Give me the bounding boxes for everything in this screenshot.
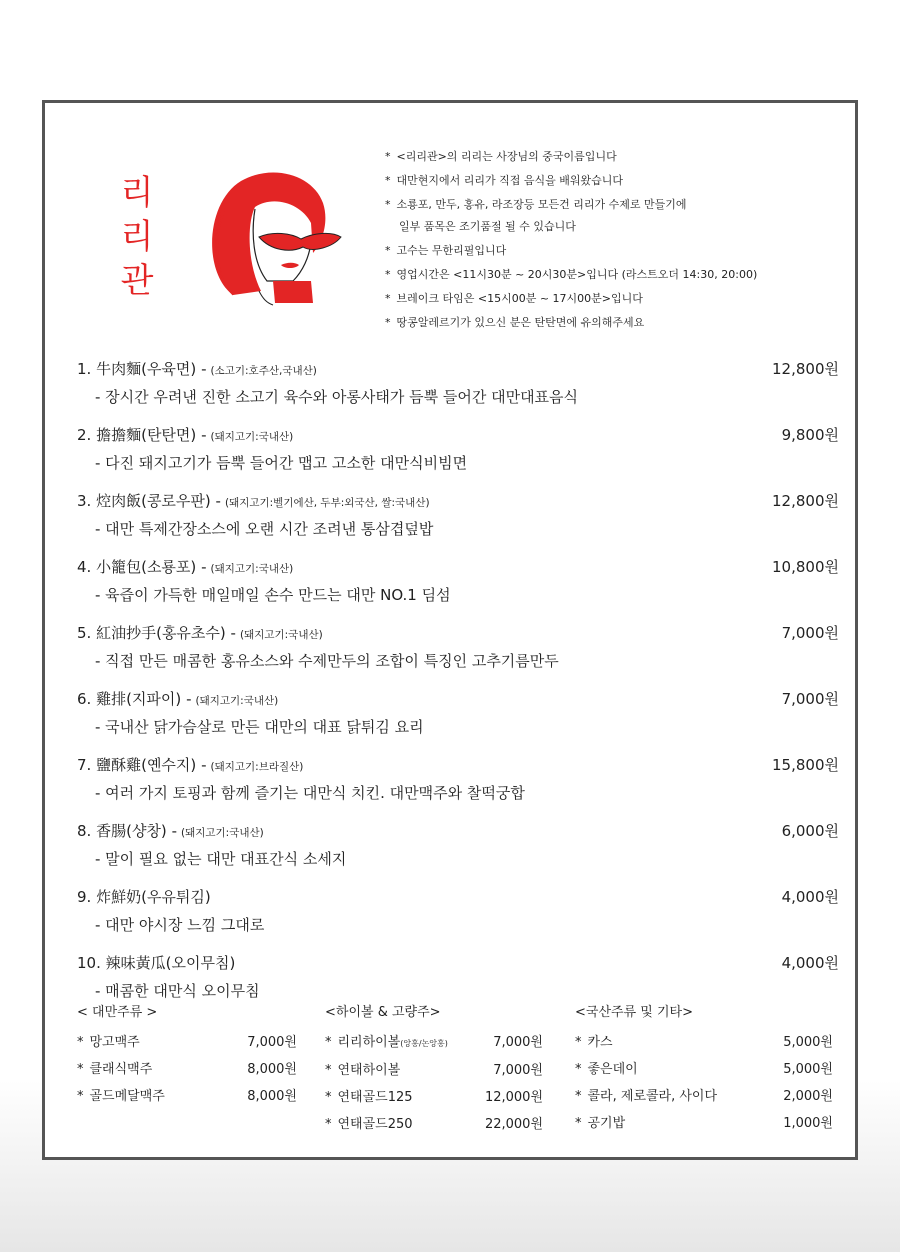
- item-number: 3.: [77, 492, 92, 510]
- drink-item: [325, 1057, 543, 1084]
- drink-price: 5,000원: [783, 1062, 833, 1077]
- bullet-star: *: [385, 268, 391, 281]
- item-price: 9,800원: [781, 426, 839, 444]
- drink-item: [575, 1110, 833, 1137]
- drinks-column-domestic: [575, 1001, 833, 1137]
- bullet-star: *: [325, 1117, 332, 1132]
- drinks-column-title: <국산주류 및 기타>: [575, 1005, 693, 1020]
- drink-item: [575, 1083, 833, 1110]
- item-dash: -: [171, 822, 177, 840]
- bullet-star: *: [575, 1089, 582, 1104]
- notice-item: [385, 145, 845, 169]
- notice-text: 영업시간은 <11시30분 ~ 20시30분>입니다 (라스트오더 14:30, 20:00): [396, 268, 758, 281]
- drink-item: [325, 1111, 543, 1138]
- item-name: 鹽酥雞(옌수지): [96, 756, 197, 774]
- item-description: - 직접 만든 매콤한 홍유소스와 수제만두의 조합이 특징인 고추기름만두: [95, 652, 559, 670]
- bullet-star: *: [575, 1062, 582, 1077]
- item-dash: -: [186, 690, 192, 708]
- bullet-star: *: [77, 1035, 84, 1050]
- item-dash: -: [201, 558, 207, 576]
- item-name: 辣味黃瓜(오이무침): [105, 954, 236, 972]
- item-origin: (돼지고기:국내산): [210, 563, 294, 575]
- item-price: 4,000원: [781, 888, 839, 906]
- item-number: 4.: [77, 558, 92, 576]
- drink-name: 연태하이볼: [337, 1063, 401, 1078]
- notice-item: [385, 311, 845, 335]
- drink-name: 골드메달맥주: [89, 1089, 165, 1104]
- menu-item: [77, 883, 837, 949]
- logo-woman-illustration: [163, 163, 353, 313]
- item-name: 擔擔麵(탄탄면): [96, 426, 197, 444]
- item-description: - 국내산 닭가슴살로 만든 대만의 대표 닭튀김 요리: [95, 718, 424, 736]
- drink-item: [77, 1056, 297, 1083]
- drink-name: 클래식맥주: [89, 1062, 153, 1077]
- item-number: 8.: [77, 822, 92, 840]
- item-name: 牛肉麵(우육면): [96, 360, 197, 378]
- drink-item: [575, 1029, 833, 1056]
- drinks-column-title: < 대만주류 >: [77, 1005, 158, 1020]
- item-origin: (돼지고기:브라질산): [210, 761, 304, 773]
- drink-price: 8,000원: [247, 1089, 297, 1104]
- drink-price: 2,000원: [783, 1089, 833, 1104]
- logo-char: 리: [120, 173, 154, 213]
- item-dash: -: [230, 624, 236, 642]
- item-price: 10,800원: [772, 558, 839, 576]
- bullet-star: *: [385, 150, 391, 163]
- item-number: 6.: [77, 690, 92, 708]
- drink-name: 콜라, 제로콜라, 사이다: [587, 1089, 718, 1104]
- item-description: - 여러 가지 토핑과 함께 즐기는 대만식 치킨. 대만맥주와 찰떡궁합: [95, 784, 525, 802]
- drink-item: [77, 1029, 297, 1056]
- drink-name: 연태골드125: [337, 1090, 413, 1105]
- notice-item: [385, 263, 845, 287]
- item-dash: -: [201, 426, 207, 444]
- notice-text: 대만현지에서 리리가 직접 음식을 배워왔습니다: [396, 174, 624, 187]
- bullet-star: *: [325, 1063, 332, 1078]
- item-origin: (소고기:호주산,국내산): [210, 365, 317, 377]
- item-price: 15,800원: [772, 756, 839, 774]
- drink-price: 12,000원: [484, 1090, 543, 1105]
- notice-item: [385, 287, 845, 311]
- item-name: 小籠包(소룡포): [96, 558, 197, 576]
- drinks-section: [77, 1001, 837, 1151]
- drink-name: 망고맥주: [89, 1035, 140, 1050]
- item-description: - 다진 돼지고기가 듬뿍 들어간 맵고 고소한 대만식비빔면: [95, 454, 468, 472]
- item-origin: (돼지고기:국내산): [195, 695, 279, 707]
- drink-item: [325, 1084, 543, 1111]
- notice-text: 땅콩알레르기가 있으신 분은 탄탄면에 유의해주세요: [396, 316, 645, 329]
- item-price: 12,800원: [772, 360, 839, 378]
- item-description: - 육즙이 가득한 매일매일 손수 만드는 대만 NO.1 딤섬: [95, 586, 451, 604]
- bullet-star: *: [575, 1116, 582, 1131]
- item-number: 5.: [77, 624, 92, 642]
- notice-item: [385, 239, 845, 263]
- drinks-column-title: <하이볼 & 고량주>: [325, 1005, 441, 1020]
- menu-item: [77, 685, 837, 751]
- bullet-star: *: [385, 316, 391, 329]
- drink-item: [575, 1056, 833, 1083]
- item-price: 7,000원: [781, 624, 839, 642]
- item-number: 9.: [77, 888, 92, 906]
- drink-price: 7,000원: [493, 1035, 543, 1050]
- drink-name: 리리하이볼: [337, 1035, 401, 1050]
- item-number: 1.: [77, 360, 92, 378]
- logo-char: 리: [120, 217, 154, 257]
- item-name: 焢肉飯(콩로우판): [96, 492, 211, 510]
- item-origin: (돼지고기:국내산): [239, 629, 323, 641]
- item-description: - 말이 필요 없는 대만 대표간식 소세지: [95, 850, 347, 868]
- notice-list: [385, 145, 845, 335]
- bullet-star: *: [385, 174, 391, 187]
- item-price: 12,800원: [772, 492, 839, 510]
- notice-item: [385, 193, 845, 217]
- logo-title: [117, 171, 157, 303]
- menu-item: [77, 817, 837, 883]
- bullet-star: *: [77, 1062, 84, 1077]
- notice-text: <리리관>의 리리는 사장님의 중국이름입니다: [396, 150, 617, 163]
- food-menu-list: [77, 355, 837, 1015]
- drinks-column-taiwan-liquor: [77, 1001, 297, 1110]
- item-name: 炸鮮奶(우유튀김): [96, 888, 211, 906]
- drink-item: [77, 1083, 297, 1110]
- item-price: 7,000원: [781, 690, 839, 708]
- item-description: - 대만 야시장 느낌 그대로: [95, 916, 265, 934]
- drinks-column-highball: [325, 1001, 543, 1138]
- logo-char: 관: [120, 261, 154, 301]
- item-number: 10.: [77, 954, 101, 972]
- drink-price: 22,000원: [484, 1117, 543, 1132]
- item-origin: (돼지고기:벨기에산, 두부:외국산, 쌀:국내산): [224, 497, 430, 509]
- notice-text: 고수는 무한리필입니다: [396, 244, 507, 257]
- drink-price: 7,000원: [247, 1035, 297, 1050]
- menu-board: [42, 100, 858, 1160]
- menu-item: [77, 355, 837, 421]
- item-price: 4,000원: [781, 954, 839, 972]
- item-name: 紅油抄手(홍유초수): [96, 624, 226, 642]
- bullet-star: *: [325, 1035, 332, 1050]
- item-origin: (돼지고기:국내산): [210, 431, 294, 443]
- item-name: 雞排(지파이): [96, 690, 182, 708]
- item-number: 2.: [77, 426, 92, 444]
- notice-text: 브레이크 타임은 <15시00분 ~ 17시00분>입니다: [396, 292, 643, 305]
- notice-text: 소룡포, 만두, 홍유, 라조장등 모든건 리리가 수제로 만들기에: [396, 198, 687, 211]
- item-name: 香腸(샹창): [96, 822, 167, 840]
- menu-item: [77, 619, 837, 685]
- drink-item: [325, 1029, 543, 1057]
- item-price: 6,000원: [781, 822, 839, 840]
- bullet-star: *: [77, 1089, 84, 1104]
- drink-name: 좋은데이: [587, 1062, 638, 1077]
- bullet-star: *: [575, 1035, 582, 1050]
- drink-note: (앙홍/논앙홍): [400, 1039, 448, 1048]
- bullet-star: *: [385, 244, 391, 257]
- menu-item: [77, 751, 837, 817]
- bullet-star: *: [385, 292, 391, 305]
- notice-text: 일부 품목은 조기품절 될 수 있습니다: [399, 220, 576, 233]
- bullet-star: *: [385, 198, 391, 211]
- item-description: - 대만 특제간장소스에 오랜 시간 조려낸 통삼겹덮밥: [95, 520, 434, 538]
- item-description: - 장시간 우려낸 진한 소고기 육수와 아롱사태가 듬뿍 들어간 대만대표음식: [95, 388, 579, 406]
- notice-item: [385, 169, 845, 193]
- drink-name: 카스: [587, 1035, 613, 1050]
- notice-item: [385, 215, 845, 239]
- drink-name: 연태골드250: [337, 1117, 413, 1132]
- drink-price: 8,000원: [247, 1062, 297, 1077]
- item-dash: -: [201, 756, 207, 774]
- item-origin: (돼지고기:국내산): [180, 827, 264, 839]
- menu-item: [77, 421, 837, 487]
- drink-price: 5,000원: [783, 1035, 833, 1050]
- item-dash: -: [201, 360, 207, 378]
- drink-price: 1,000원: [783, 1116, 833, 1131]
- menu-item: [77, 553, 837, 619]
- item-dash: -: [215, 492, 221, 510]
- bullet-star: *: [325, 1090, 332, 1105]
- item-description: - 매콤한 대만식 오이무침: [95, 982, 260, 1000]
- menu-item: [77, 487, 837, 553]
- item-number: 7.: [77, 756, 92, 774]
- drink-price: 7,000원: [493, 1063, 543, 1078]
- drink-name: 공기밥: [587, 1116, 626, 1131]
